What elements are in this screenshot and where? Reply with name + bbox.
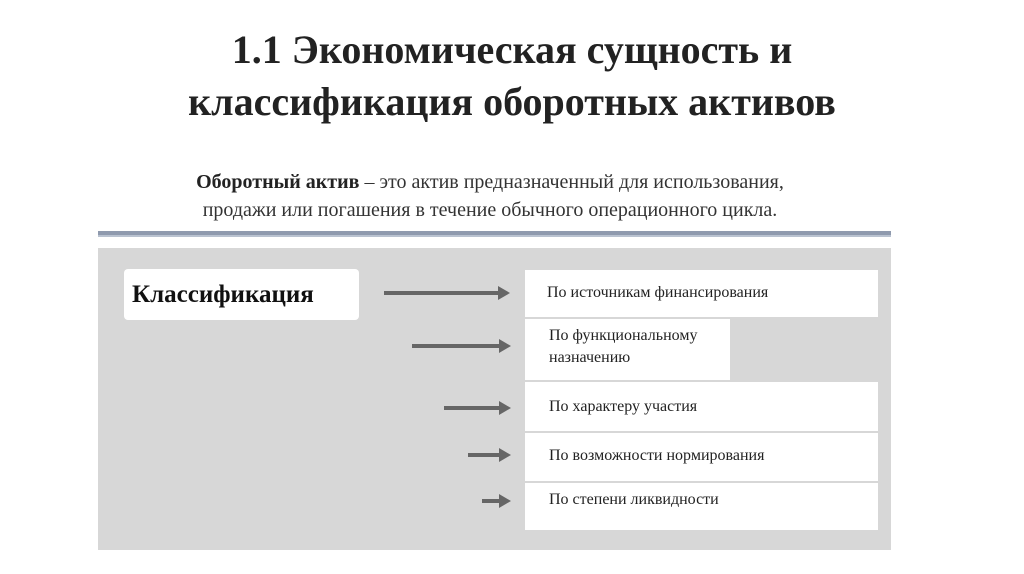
- list-item-3: [525, 382, 878, 433]
- classification-list: [525, 270, 878, 530]
- list-item-1: [525, 270, 878, 319]
- list-item-label: По функциональному назначению: [549, 327, 698, 366]
- list-item-2: [525, 319, 730, 382]
- slide-title-line-2: классификация оборотных активов: [188, 79, 836, 124]
- slide-title: [0, 24, 1024, 128]
- definition-text: [60, 168, 920, 224]
- list-item-label: По характеру участия: [549, 398, 698, 415]
- arrow-icon-5: [482, 499, 500, 503]
- list-item-label: По возможности нормирования: [549, 447, 765, 464]
- arrow-icon-2: [412, 344, 500, 348]
- arrow-icon-1: [384, 291, 499, 295]
- list-item-4: [525, 433, 878, 483]
- slide-title-line-1: 1.1 Экономическая сущность и: [231, 27, 793, 72]
- arrow-icon-4: [468, 453, 500, 457]
- list-item-label: По степени ликвидности: [549, 491, 719, 508]
- classification-label-box: [124, 269, 359, 320]
- definition-line-1-rest: – это актив предназначенный для использования,: [359, 171, 784, 193]
- arrow-icon-3: [444, 406, 500, 410]
- list-item-label: По источникам финансирования: [547, 284, 769, 301]
- definition-line-2: продажи или погашения в течение обычного операционного цикла.: [202, 199, 778, 221]
- list-item-5: [525, 483, 878, 530]
- classification-label: Классификация: [132, 280, 314, 308]
- definition-line-1: [60, 168, 920, 196]
- definition-term: Оборотный актив: [196, 171, 360, 193]
- divider-line: [98, 231, 891, 237]
